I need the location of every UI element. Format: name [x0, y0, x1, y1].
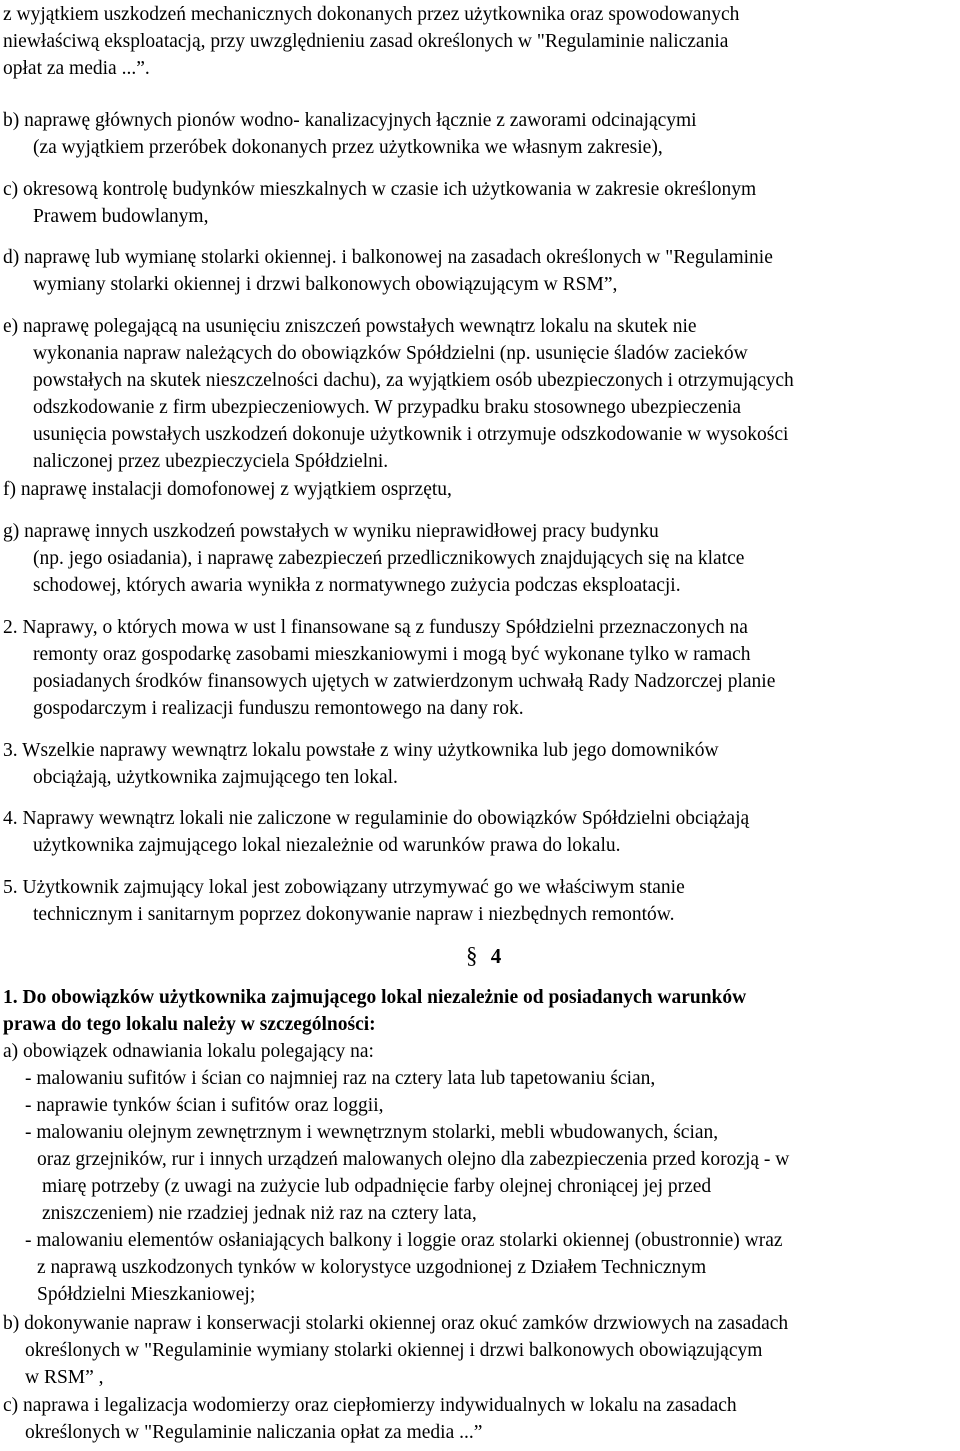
text-line: wymiany stolarki okiennej i drzwi balkonowych obowiązującym w RSM”,	[33, 274, 618, 295]
text-line: f) naprawę instalacji domofonowej z wyjątkiem osprzętu,	[3, 479, 452, 500]
text-line: 4. Naprawy wewnątrz lokali nie zaliczone w regulaminie do obowiązków Spółdzielni obciążają	[3, 808, 750, 829]
text-line: Spółdzielni Mieszkaniowej;	[37, 1284, 256, 1305]
text-line: 2. Naprawy, o których mowa w ust l finansowane są z funduszy Spółdzielni przeznaczonych na	[3, 617, 748, 638]
text-line: - naprawie tynków ścian i sufitów oraz loggii,	[25, 1095, 384, 1116]
text-line: odszkodowanie z firm ubezpieczeniowych. W przypadku braku stosownego ubezpieczenia	[33, 397, 742, 418]
text-line: c) naprawa i legalizacja wodomierzy oraz ciepłomierzy indywidualnych w lokalu na zasadach	[3, 1395, 737, 1416]
text-line: z wyjątkiem uszkodzeń mechanicznych dokonanych przez użytkownika oraz spowodowanych	[3, 4, 740, 25]
text-line: b) naprawę głównych pionów wodno- kanalizacyjnych łącznie z zaworami odcinającymi	[3, 110, 697, 131]
text-line: usunięcia powstałych uszkodzeń dokonuje użytkownik i otrzymuje odszkodowanie w wysokości	[33, 424, 789, 445]
text-line-bold: prawa do tego lokalu należy w szczególności:	[3, 1014, 376, 1035]
text-line: d) naprawę lub wymianę stolarki okiennej. i balkonowej na zasadach określonych w "Regulaminie	[3, 247, 773, 268]
text-line: posiadanych środków finansowych ujętych w zatwierdzonym uchwałą Rady Nadzorczej planie	[33, 671, 776, 692]
text-line: miarę potrzeby (z uwagi na zużycie lub odpadnięcie farby olejnej chroniącej jej przed	[42, 1176, 712, 1197]
text-line: - malowaniu elementów osłaniających balkony i loggie oraz stolarki okiennej (obustronnie) wraz	[25, 1230, 783, 1251]
text-line: wykonania napraw należących do obowiązków Spółdzielni (np. usunięcie śladów zacieków	[33, 343, 748, 364]
text-line: powstałych na skutek nieszczelności dachu), za wyjątkiem osób ubezpieczonych i otrzymujących	[33, 370, 794, 391]
text-line: użytkownika zajmującego lokal niezależnie od warunków prawa do lokalu.	[33, 835, 621, 856]
text-line: określonych w "Regulaminie wymiany stolarki okiennej i drzwi balkonowych obowiązującym	[25, 1340, 763, 1361]
section-number: 4	[490, 944, 502, 968]
text-line: Prawem budowlanym,	[33, 206, 209, 227]
text-line: opłat za media ...”.	[3, 58, 150, 79]
text-line: z naprawą uszkodzonych tynków w kolorystyce uzgodnionej z Działem Technicznym	[37, 1257, 707, 1278]
text-line: e) naprawę polegającą na usunięciu zniszczeń powstałych wewnątrz lokalu na skutek nie	[3, 316, 697, 337]
text-line-bold: 1. Do obowiązków użytkownika zajmującego lokal niezależnie od posiadanych warunków	[3, 987, 747, 1008]
text-line: w RSM” ,	[25, 1367, 104, 1388]
text-line: g) naprawę innych uszkodzeń powstałych w wyniku nieprawidłowej pracy budynku	[3, 521, 659, 542]
text-line: schodowej, których awaria wynikła z normatywnego zużycia podczas eksploatacji.	[33, 575, 681, 596]
section-heading	[466, 944, 501, 968]
text-line: technicznym i sanitarnym poprzez dokonywanie napraw i niezbędnych remontów.	[33, 904, 675, 925]
text-line: zniszczeniem) nie rzadziej jednak niż raz na cztery lata,	[42, 1203, 477, 1224]
text-line: b) dokonywanie napraw i konserwacji stolarki okiennej oraz okuć zamków drzwiowych na zasadach	[3, 1313, 789, 1334]
text-line: a) obowiązek odnawiania lokalu polegający na:	[3, 1041, 374, 1062]
text-line: - malowaniu olejnym zewnętrznym i wewnętrznym stolarki, mebli wbudowanych, ścian,	[25, 1122, 719, 1143]
text-line: (np. jego osiadania), i naprawę zabezpieczeń przedlicznikowych znajdujących się na klatce	[33, 548, 745, 569]
text-line: (za wyjątkiem przeróbek dokonanych przez użytkownika we własnym zakresie),	[33, 137, 663, 158]
text-line: 3. Wszelkie naprawy wewnątrz lokalu powstałe z winy użytkownika lub jego domowników	[3, 740, 719, 761]
text-line: niewłaściwą eksploatacją, przy uwzględnieniu zasad określonych w "Regulaminie naliczania	[3, 31, 729, 52]
text-line: obciążają, użytkownika zajmującego ten lokal.	[33, 767, 398, 788]
text-line: - malowaniu sufitów i ścian co najmniej raz na cztery lata lub tapetowaniu ścian,	[25, 1068, 656, 1089]
section-mark: §	[466, 943, 478, 968]
text-line: remonty oraz gospodarkę zasobami mieszkaniowymi i mogą być wykonane tylko w ramach	[33, 644, 751, 665]
text-line: 5. Użytkownik zajmujący lokal jest zobowiązany utrzymywać go we właściwym stanie	[3, 877, 685, 898]
text-line: gospodarczym i realizacji funduszu remontowego na dany rok.	[33, 698, 524, 719]
text-line: oraz grzejników, rur i innych urządzeń malowanych olejno dla zabezpieczenia przed korozją - w	[37, 1149, 790, 1170]
text-line: naliczonej przez ubezpieczyciela Spółdzielni.	[33, 451, 389, 472]
text-line: c) okresową kontrolę budynków mieszkalnych w czasie ich użytkowania w zakresie określonym	[3, 179, 757, 200]
text-line: określonych w "Regulaminie naliczania opłat za media ...”	[25, 1422, 483, 1443]
